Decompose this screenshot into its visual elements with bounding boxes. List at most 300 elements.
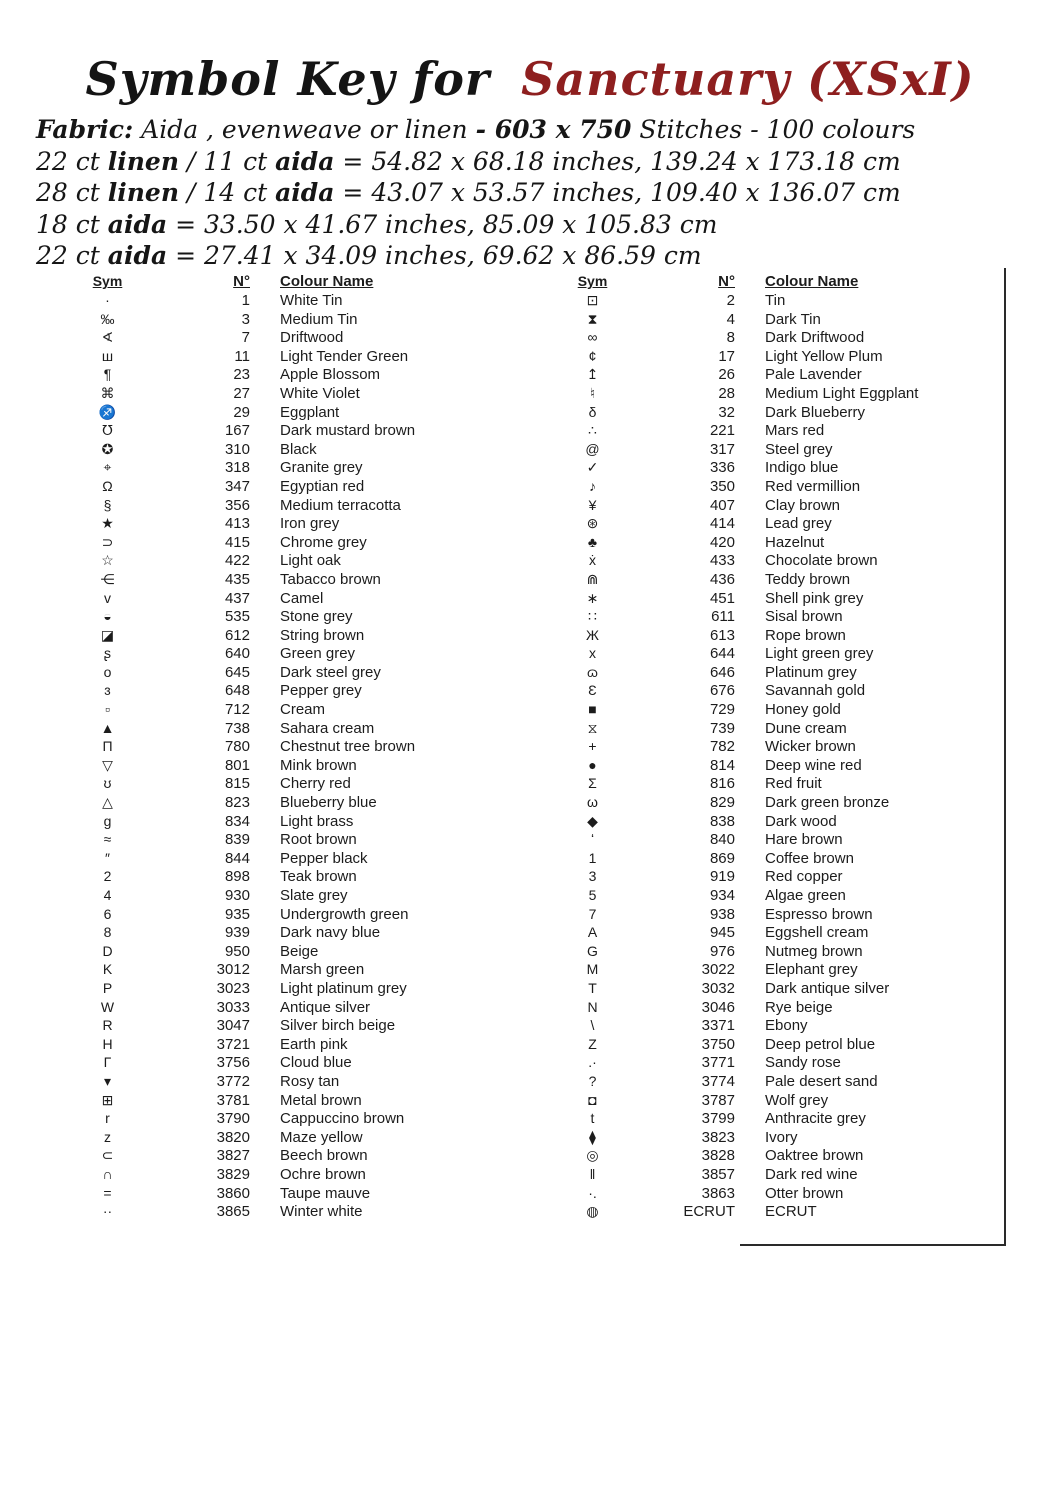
number-cell: 976 [709,942,735,960]
number-cell: 3787 [701,1091,735,1109]
number-cell: 437 [224,589,250,607]
colour-name-cell: White Tin [280,292,343,309]
table-row [60,533,505,552]
fabric-text-segment: aida [275,146,335,176]
fabric-line-4 [36,209,1040,241]
number-cell: 3012 [216,961,250,979]
fabric-text-segment: Stitches - 100 colours [631,115,916,144]
symbol-cell: ∩ [102,1165,113,1182]
number-cell: 838 [709,812,735,830]
fabric-info [36,114,1040,272]
colour-name-cell: Deep wine red [765,756,862,774]
colour-name-cell: Dark Blueberry [765,403,866,421]
fabric-text-segment: = 54.82 x 68.18 inches, 139.24 x 173.18 cm [334,146,901,176]
header-colour-name: Colour Name [765,273,859,290]
number-cell: 612 [224,626,250,644]
colour-name-cell: Savannah gold [765,682,866,700]
table-row [60,514,505,533]
number-cell: 2 [726,292,735,309]
colour-name-cell: Cloud blue [280,1054,352,1072]
number-cell: 739 [709,719,735,737]
symbol-cell: 4 [103,887,112,903]
number-cell: 816 [709,775,735,793]
fabric-text-segment: linen [107,146,180,176]
number-cell: 3774 [701,1072,735,1090]
symbol-cell: @ [585,440,600,457]
fabric-text-segment: Fabric: [36,115,134,144]
colour-name-cell: Medium terracotta [280,496,401,514]
symbol-cell: Ω [102,477,113,494]
number-cell: 780 [224,738,250,756]
colour-name-cell: Cream [280,701,326,719]
colour-name-cell: Cherry red [280,775,351,793]
colour-name-cell: Hare brown [765,831,843,849]
table-row [60,626,505,645]
table-row [545,440,990,459]
symbol-cell: ⌘ [100,384,115,401]
colour-name-cell: Otter brown [765,1184,844,1202]
colour-name-cell: Light platinum grey [280,979,407,997]
number-cell: 939 [224,924,250,942]
colour-name-cell: Medium Light Eggplant [765,384,919,402]
number-cell: 3022 [701,961,735,979]
table-row [545,1072,990,1091]
table-row [60,1091,505,1110]
number-cell: 640 [224,645,250,663]
number-cell: 844 [224,849,250,867]
number-cell: 829 [709,794,735,812]
colour-name-cell: Beech brown [280,1147,368,1165]
number-cell: 422 [224,552,250,570]
symbol-cell: M [586,961,599,978]
symbol-cell: ∴ [588,422,597,439]
number-cell: 451 [709,589,735,607]
number-cell: 3750 [701,1035,735,1053]
symbol-cell: ɜ [104,682,111,699]
table-row [545,1035,990,1054]
table-row [60,942,505,961]
symbol-cell: ✪ [101,440,114,457]
number-cell: 8 [726,329,735,347]
symbol-cell: ★ [101,515,114,532]
table-row [60,849,505,868]
colour-name-cell: Eggshell cream [765,924,869,942]
colour-name-cell: Cappuccino brown [280,1110,405,1128]
table-row [60,440,505,459]
number-cell: 3829 [216,1165,250,1183]
symbol-cell: ? [588,1072,597,1089]
symbol-cell: ℧ [102,422,113,439]
symbol-cell: ⌖ [103,459,112,476]
number-cell: 613 [709,626,735,644]
table-row [60,812,505,831]
colour-name-cell: Driftwood [280,329,344,347]
colour-name-cell: Sandy rose [765,1054,841,1072]
colour-table-left [60,272,505,1221]
table-row [545,1184,990,1203]
fabric-text-segment: / 14 ct [179,178,276,207]
colour-name-cell: Chestnut tree brown [280,738,416,756]
table-row [60,774,505,793]
table-row [545,514,990,533]
table-row [545,1146,990,1165]
colour-name-cell: Taupe mauve [280,1184,371,1202]
symbol-cell: Π [102,738,113,755]
table-row [60,365,505,384]
colour-name-cell: Root brown [280,831,357,849]
symbol-cell: ♮ [589,384,595,401]
fabric-line-5 [36,240,1040,272]
table-row [545,905,990,924]
table-row [545,830,990,849]
colour-name-cell: Blueberry blue [280,794,377,812]
number-cell: 167 [224,422,250,440]
symbol-cell: ⧗ [587,310,598,327]
table-row [545,570,990,589]
number-cell: 407 [709,496,735,514]
table-row [545,849,990,868]
number-cell: 414 [709,515,735,533]
colour-name-cell: Maze yellow [280,1128,363,1146]
table-row [60,384,505,403]
symbol-cell: ʻ [590,831,595,848]
colour-name-cell: Steel grey [765,440,833,458]
number-cell: 645 [224,663,250,681]
number-cell: 869 [709,849,735,867]
colour-name-cell: Medium Tin [280,310,358,328]
table-row [545,644,990,663]
colour-name-cell: Egyptian red [280,477,365,495]
number-cell: 3863 [701,1184,735,1202]
colour-name-cell: Pepper black [280,849,368,867]
symbol-cell: + [588,738,597,755]
table-row [545,384,990,403]
symbol-cell: t [590,1110,595,1127]
table-right-border [1004,268,1006,1246]
symbol-cell: Σ [588,775,597,792]
fabric-text-segment: 22 ct [36,146,108,176]
number-cell: 3865 [216,1203,250,1221]
colour-name-cell: Pale desert sand [765,1072,878,1090]
fabric-text-segment: aida [107,241,168,270]
symbol-cell: W [100,998,115,1015]
number-cell: 26 [718,366,735,384]
table-row [545,421,990,440]
number-cell: 317 [709,440,735,458]
number-cell: 318 [224,459,250,477]
symbol-cell: ≈ [103,831,112,848]
number-cell: 834 [224,812,250,830]
number-cell: 930 [224,887,250,904]
symbol-cell: A [587,924,598,941]
table-row [545,365,990,384]
symbol-cell: = [103,1184,112,1201]
symbol-cell: ☆ [101,552,114,569]
table-row [60,291,505,310]
table-row [545,1128,990,1147]
symbol-cell: ▾ [103,1072,112,1089]
number-cell: 3781 [216,1091,250,1109]
number-cell: 3857 [701,1165,735,1183]
number-cell: 934 [709,887,735,904]
number-cell: 644 [709,645,735,663]
symbol-cell: ◪ [100,626,115,643]
number-cell: 3721 [216,1035,250,1053]
table-row [545,533,990,552]
colour-name-cell: Silver birch beige [280,1017,396,1035]
table-row [545,1202,990,1221]
colour-name-cell: Red vermillion [765,477,861,495]
table-row [60,1146,505,1165]
symbol-cell: ᴠ [104,589,111,606]
number-cell: 27 [233,384,250,402]
colour-name-cell: Rye beige [765,998,833,1016]
colour-name-cell: Nutmeg brown [765,942,863,960]
symbol-cell: 6 [103,905,112,922]
symbol-cell: ʊ [103,775,112,792]
table-row [60,589,505,608]
symbol-cell: ¢ [588,347,597,364]
symbol-cell: ● [588,756,597,773]
symbol-cell: ◍ [586,1203,599,1220]
colour-name-cell: Light Yellow Plum [765,347,883,365]
symbol-cell: ǁ [589,1165,596,1182]
colour-name-cell: White Violet [280,384,360,402]
colour-name-cell: Dark antique silver [765,979,890,997]
symbol-cell: Z [588,1035,597,1052]
number-cell: 435 [224,570,250,588]
table-row [60,1016,505,1035]
number-cell: 782 [709,738,735,756]
colour-name-cell: Dark green bronze [765,794,890,812]
fabric-text-segment: aida [107,209,168,239]
table-row [545,756,990,775]
symbol-cell: x [589,645,596,662]
colour-name-cell: Beige [280,942,319,960]
symbol-cell: ♐ [98,403,117,420]
table-row [545,737,990,756]
fabric-text-segment: 18 ct [36,209,108,239]
number-cell: ECRUT [683,1203,735,1221]
table-row [60,1109,505,1128]
symbol-cell: · [105,292,110,308]
colour-name-cell: Iron grey [280,515,340,533]
colour-name-cell: Red fruit [765,775,822,793]
number-cell: 3 [241,310,250,328]
number-cell: 738 [224,719,250,737]
symbol-cell: r [105,1110,110,1127]
colour-name-cell: Chocolate brown [765,552,878,570]
table-row [60,998,505,1017]
table-row [60,310,505,329]
table-row [60,477,505,496]
table-row [60,886,505,905]
symbol-cell: ▲ [100,719,115,736]
table-row [60,347,505,366]
symbol-cell: ¥ [588,496,597,513]
header-colour-name: Colour Name [280,273,374,290]
symbol-cell: ∞ [587,329,598,346]
colour-name-cell: Apple Blossom [280,366,381,384]
number-cell: 938 [709,905,735,923]
header-number: N° [718,273,735,290]
table-row [60,1053,505,1072]
colour-name-cell: Sisal brown [765,608,843,626]
symbol-cell: δ [588,403,597,420]
table-row [545,477,990,496]
number-cell: 676 [709,682,735,700]
symbol-cell: ω [587,794,598,811]
number-cell: 29 [233,403,250,421]
number-cell: 3860 [216,1184,250,1202]
number-cell: 814 [709,756,735,774]
colour-name-cell: Algae green [765,887,846,904]
table-row [60,551,505,570]
symbol-cell: ◘ [588,1091,597,1108]
colour-name-cell: Stone grey [280,608,353,626]
symbol-cell: Ж [586,626,599,643]
colour-name-cell: Undergrowth green [280,905,409,923]
symbol-cell: g [103,812,112,829]
number-cell: 801 [224,756,250,774]
number-cell: 3371 [701,1017,735,1035]
colour-name-cell: Lead grey [765,515,832,533]
table-header-row [545,272,990,291]
colour-name-cell: Clay brown [765,496,841,514]
symbol-cell: ↥ [586,366,599,383]
fabric-line-1 [36,114,1040,146]
colour-name-cell: Pepper grey [280,682,362,700]
symbol-cell: ·· [102,1203,113,1220]
number-cell: 646 [709,663,735,681]
symbol-cell: ⊛ [586,515,599,532]
symbol-cell: G [587,942,598,959]
number-cell: 336 [709,459,735,477]
table-row [545,589,990,608]
colour-name-cell: Green grey [280,645,356,663]
colour-name-cell: Rosy tan [280,1072,340,1090]
colour-name-cell: Shell pink grey [765,589,864,607]
table-row [545,347,990,366]
colour-name-cell: Ochre brown [280,1165,366,1183]
number-cell: 3820 [216,1128,250,1146]
symbol-cell: ɷ [587,663,598,680]
table-row [545,942,990,961]
number-cell: 919 [709,868,735,886]
symbol-cell: P [102,979,113,996]
symbol-cell: ш [101,347,114,364]
number-cell: 945 [709,924,735,942]
table-row [60,607,505,626]
colour-name-cell: Wicker brown [765,738,856,756]
colour-name-cell: Dark navy blue [280,924,381,942]
table-row [545,626,990,645]
colour-name-cell: Mars red [765,422,825,440]
number-cell: 3828 [701,1147,735,1165]
table-row [545,998,990,1017]
number-cell: 433 [709,552,735,570]
number-cell: 3772 [216,1072,250,1090]
symbol-cell: Γ [103,1054,112,1071]
symbol-cell: z [104,1128,111,1145]
fabric-text-segment: = 27.41 x 34.09 inches, 69.62 x 86.59 cm [167,241,702,270]
colour-name-cell: Black [280,440,317,458]
colour-name-cell: Slate grey [280,887,348,904]
symbol-cell: H [102,1035,113,1052]
symbol-cell: ‰ [100,310,115,327]
colour-name-cell: Rope brown [765,626,846,644]
table-row [60,905,505,924]
fabric-text-segment: linen [107,178,180,207]
symbol-cell: ⋒ [586,570,599,587]
number-cell: 32 [718,403,735,421]
symbol-cell: ◆ [587,812,598,829]
symbol-cell: ♣ [587,533,598,550]
number-cell: 3790 [216,1110,250,1128]
table-row [545,719,990,738]
table-row [545,1091,990,1110]
colour-name-cell: Oaktree brown [765,1147,864,1165]
symbol-cell: 1 [588,849,597,866]
table-row [60,663,505,682]
colour-name-cell: Espresso brown [765,905,873,923]
symbol-cell: ⊡ [586,292,599,308]
table-row [545,607,990,626]
symbol-cell: ẋ [589,552,596,569]
table-row [545,979,990,998]
number-cell: 28 [718,384,735,402]
number-cell: 11 [234,347,250,365]
pattern-name: Sanctuary (XSxI) [521,52,975,106]
number-cell: 415 [224,533,250,551]
colour-name-cell: Elephant grey [765,961,858,979]
fabric-text-segment: aida [275,178,335,207]
colour-name-cell: Mink brown [280,756,357,774]
table-row [60,830,505,849]
table-row [60,328,505,347]
table-row [545,700,990,719]
number-cell: 712 [224,701,250,719]
table-row [545,1165,990,1184]
colour-name-cell: Winter white [280,1203,363,1221]
number-cell: 840 [709,831,735,849]
colour-name-cell: Dark steel grey [280,663,381,681]
table-row [60,1202,505,1221]
table-row [545,774,990,793]
symbol-cell: D [102,942,113,959]
number-cell: 935 [224,905,250,923]
table-row [60,737,505,756]
colour-name-cell: Platinum grey [765,663,857,681]
number-cell: 4 [726,310,735,328]
number-cell: 950 [224,942,250,960]
table-row [545,496,990,515]
fabric-text-segment: = 33.50 x 41.67 inches, 85.09 x 105.83 cm [167,209,718,239]
fabric-line-2 [36,146,1040,178]
table-row [60,756,505,775]
number-cell: 898 [224,868,250,886]
symbol-cell: ⋲ [100,570,115,587]
table-row [545,960,990,979]
fabric-text-segment: = 43.07 x 53.57 inches, 109.40 x 136.07 cm [334,178,901,207]
colour-name-cell: Wolf grey [765,1091,829,1109]
symbol-cell: ✓ [586,459,599,476]
symbol-cell: R [102,1017,113,1034]
number-cell: 436 [709,570,735,588]
number-cell: 3799 [701,1110,735,1128]
colour-name-cell: Chrome grey [280,533,367,551]
table-row [60,458,505,477]
